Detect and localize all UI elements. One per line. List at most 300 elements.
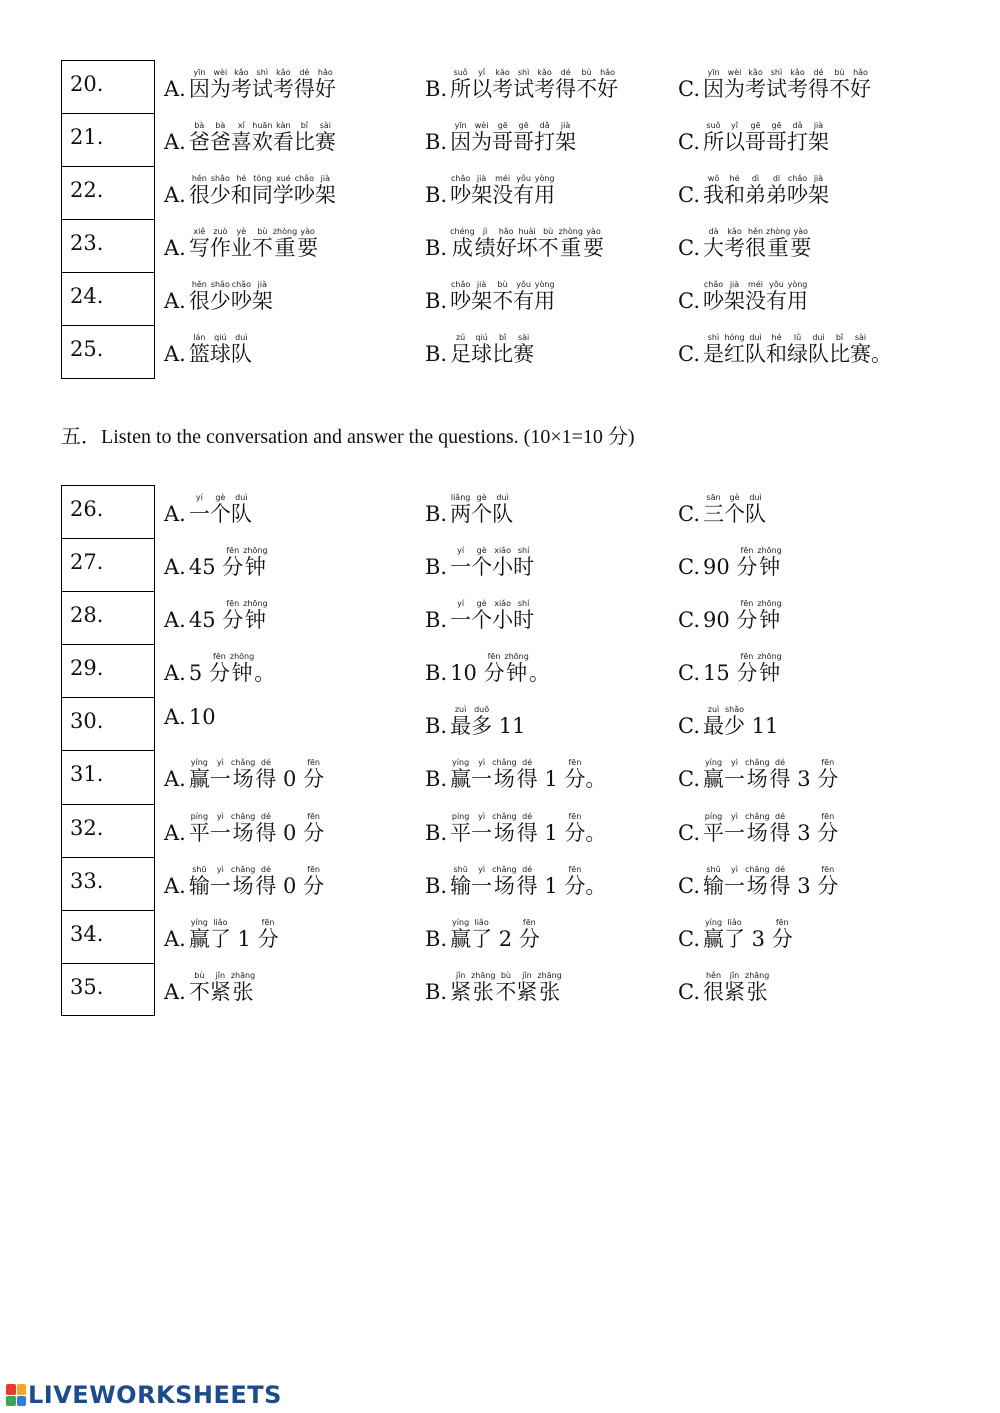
hanzi-char: 了liǎo	[471, 917, 493, 951]
hanzi-char: 用yòng	[534, 174, 556, 208]
option-text	[703, 68, 871, 101]
option-text	[703, 174, 829, 207]
question-row	[61, 325, 961, 378]
pinyin: bǐ	[829, 333, 850, 343]
hanzi-char: 11	[492, 714, 526, 739]
hanzi-char: 弟dì	[745, 174, 766, 208]
pinyin: yí	[450, 599, 472, 609]
option-text	[189, 174, 336, 207]
hanzi-char: 场chǎng	[492, 758, 517, 792]
hanzi-char: 好hǎo	[597, 68, 619, 101]
hanzi-char: 。	[585, 873, 607, 898]
option-letter: B.	[425, 926, 448, 951]
pinyin: bù	[495, 970, 517, 980]
pinyin: shì	[251, 68, 273, 77]
hanzi-char: 一yì	[724, 811, 745, 845]
pinyin: zhāng	[230, 970, 256, 980]
hanzi-char: 张zhāng	[745, 970, 770, 1004]
question-number-box[interactable]: 22.	[61, 166, 155, 219]
hanzi-char: 重zhòng	[558, 227, 583, 261]
question-number-box[interactable]: 23.	[61, 219, 155, 272]
pinyin: fēn	[564, 811, 586, 821]
hanzi-char: 一yì	[724, 758, 745, 792]
pinyin: yíng	[450, 917, 472, 927]
pinyin: yì	[209, 864, 231, 874]
logo-text: LIVEWORKSHEETS	[28, 1381, 282, 1409]
hanzi-char: 重zhòng	[272, 227, 298, 261]
pinyin: yào	[297, 227, 319, 237]
question-number-box[interactable]: 34.	[61, 910, 155, 963]
hanzi-char: 45	[188, 555, 223, 580]
pinyin: chǎo	[703, 280, 724, 290]
option-text	[703, 705, 778, 738]
hanzi-char: 哥gē	[766, 121, 787, 155]
option-b	[425, 121, 576, 154]
question-row	[61, 750, 961, 803]
pinyin: xiǎo	[492, 599, 514, 609]
option-letter: B.	[425, 236, 448, 261]
hanzi-char: 个gè	[209, 493, 231, 526]
pinyin: huān	[251, 121, 273, 131]
pinyin: yíng	[703, 758, 724, 768]
option-letter: A.	[164, 183, 186, 208]
pinyin: sài	[850, 333, 871, 343]
hanzi-char: 小xiǎo	[492, 599, 514, 633]
hanzi-char: 有yǒu	[766, 280, 787, 314]
hanzi-char: 得dé	[808, 68, 829, 101]
hanzi-char: 1	[537, 873, 565, 898]
section-heading: 五．Listen to the conversation and answer the questions. (10×1=10 分)	[61, 426, 635, 448]
hanzi-char: 。	[871, 342, 892, 367]
hanzi-char: 分fēn	[257, 917, 279, 951]
pinyin: dé	[769, 811, 791, 821]
option-letter: A.	[164, 130, 186, 155]
hanzi-char: 一yí	[450, 546, 472, 580]
option-text	[450, 546, 534, 579]
hanzi-char: 3	[745, 926, 772, 951]
pinyin: dé	[769, 864, 791, 874]
pinyin: duì	[492, 493, 514, 502]
option-letter: A.	[164, 608, 186, 633]
option-letter: C.	[678, 873, 700, 898]
option-letter: C.	[678, 77, 700, 101]
option-a	[164, 68, 336, 101]
pinyin: fēn	[771, 917, 793, 927]
hanzi-char: 学xué	[272, 174, 294, 208]
pinyin: tóng	[251, 174, 273, 184]
hanzi-char: 很hěn	[188, 174, 210, 208]
hanzi-char: 架jià	[555, 121, 577, 155]
pinyin: dé	[555, 68, 577, 77]
pinyin: kàn	[272, 121, 294, 131]
question-number-box[interactable]: 20.	[61, 60, 155, 113]
pinyin: chǎng	[492, 811, 517, 821]
pinyin: duō	[471, 705, 493, 715]
hanzi-char: 少shǎo	[209, 280, 231, 314]
hanzi-char: 很hěn	[188, 280, 210, 314]
hanzi-char: 2	[492, 926, 519, 951]
hanzi-char: 钟zhōng	[757, 652, 782, 686]
hanzi-char: 绩jì	[474, 227, 496, 261]
option-text	[703, 227, 811, 260]
option-a	[164, 227, 318, 260]
hanzi-char: 一yì	[724, 864, 745, 898]
question-table-2	[61, 485, 961, 1016]
hanzi-char: 重zhòng	[766, 227, 791, 261]
pinyin: xǐ	[230, 121, 252, 131]
pinyin: gē	[766, 121, 787, 131]
pinyin: yíng	[188, 917, 210, 927]
question-row	[61, 485, 961, 538]
pinyin: yí	[188, 493, 210, 502]
option-text	[189, 758, 324, 791]
hanzi-char: 分fēn	[303, 864, 325, 898]
hanzi-char: 一yí	[188, 493, 210, 526]
pinyin: yào	[582, 227, 604, 237]
option-text	[189, 68, 336, 101]
question-row	[61, 591, 961, 644]
pinyin: hǎo	[597, 68, 619, 77]
option-letter: B.	[425, 289, 448, 314]
hanzi-char: 不bù	[537, 227, 559, 261]
hanzi-char: 架jià	[808, 174, 829, 208]
question-row	[61, 857, 961, 910]
question-number-box[interactable]: 32.	[61, 804, 155, 857]
pinyin: kǎo	[492, 68, 514, 77]
option-b	[425, 812, 606, 845]
pinyin: fēn	[222, 546, 244, 556]
hanzi-char: 比bǐ	[293, 121, 315, 155]
pinyin: zhāng	[471, 970, 496, 980]
hanzi-char: 0	[276, 873, 304, 898]
option-text	[450, 865, 606, 898]
pinyin: bà	[188, 121, 210, 131]
option-letter: B.	[425, 820, 448, 845]
hanzi-char: 考kǎo	[492, 68, 514, 101]
pinyin: hé	[230, 174, 252, 184]
liveworksheets-logo[interactable]	[6, 1382, 282, 1408]
hanzi-char: 不bù	[576, 68, 598, 101]
option-b	[425, 68, 618, 101]
hanzi-char: 分fēn	[222, 599, 244, 633]
option-a	[164, 705, 216, 729]
option-text	[189, 865, 324, 898]
hanzi-char: 个gè	[471, 599, 493, 633]
pinyin: kǎo	[272, 68, 294, 77]
pinyin: dé	[255, 811, 277, 821]
option-c	[678, 705, 778, 738]
hanzi-char: 分fēn	[817, 864, 839, 898]
option-c	[678, 333, 892, 366]
question-number-box[interactable]: 25.	[61, 325, 155, 378]
pinyin: méi	[492, 174, 514, 184]
question-row	[61, 538, 961, 591]
option-text	[450, 227, 604, 260]
pinyin: wèi	[209, 68, 231, 77]
question-number-box[interactable]: 35.	[61, 963, 155, 1016]
pinyin: jià	[471, 280, 493, 290]
question-row	[61, 166, 961, 219]
pinyin: dé	[769, 758, 791, 768]
hanzi-char: 篮lán	[188, 333, 210, 367]
question-number-box[interactable]: 27.	[61, 538, 155, 591]
option-letter: B.	[425, 342, 448, 367]
hanzi-char: 所suǒ	[703, 121, 724, 155]
option-letter: A.	[164, 342, 186, 367]
pinyin: yì	[209, 758, 231, 768]
hanzi-char: 场chǎng	[230, 811, 256, 845]
hanzi-char: 赛sài	[314, 121, 336, 155]
hanzi-char: 平píng	[188, 811, 210, 845]
pinyin: jià	[314, 174, 336, 184]
pinyin: bù	[188, 970, 210, 980]
pinyin: hěn	[188, 174, 210, 184]
hanzi-char: 分fēn	[736, 652, 758, 686]
option-text	[189, 652, 275, 685]
hanzi-char: 多duō	[471, 705, 493, 739]
question-number-box[interactable]: 30.	[61, 697, 155, 750]
pinyin: chǎo	[450, 174, 472, 184]
hanzi-char: 张zhāng	[537, 970, 562, 1004]
pinyin: hěn	[703, 970, 724, 980]
pinyin: kǎo	[230, 68, 252, 77]
hanzi-char: 用yòng	[534, 280, 556, 314]
hanzi-char: 红hóng	[724, 333, 745, 367]
pinyin: shū	[703, 864, 724, 874]
hanzi-char: 钟zhōng	[504, 652, 529, 686]
question-number-box[interactable]: 31.	[61, 750, 155, 803]
pinyin: zuì	[703, 705, 724, 715]
option-b	[425, 546, 534, 579]
pinyin: yòng	[534, 174, 556, 184]
option-letter: B.	[425, 183, 448, 208]
option-b	[425, 280, 555, 313]
option-text	[450, 758, 606, 791]
option-letter: C.	[678, 820, 700, 845]
hanzi-char: 场chǎng	[230, 758, 256, 792]
pinyin: sài	[314, 121, 336, 131]
question-row	[61, 697, 961, 750]
pinyin: lán	[188, 333, 210, 343]
pinyin: kǎo	[787, 68, 808, 77]
hanzi-char: 5	[188, 661, 209, 686]
hanzi-char: 哥gē	[492, 121, 514, 155]
option-text	[450, 705, 525, 738]
option-b	[425, 865, 606, 898]
option-text	[189, 121, 336, 154]
option-text	[703, 280, 808, 313]
pinyin: hěn	[745, 227, 766, 237]
question-number-box[interactable]: 21.	[61, 113, 155, 166]
option-text	[450, 68, 618, 101]
pinyin: zhāng	[745, 970, 770, 980]
option-text	[189, 546, 268, 579]
option-letter: C.	[678, 502, 700, 526]
pinyin: fēn	[222, 599, 244, 609]
pinyin: shǎo	[209, 280, 231, 290]
hanzi-char: 分fēn	[564, 758, 586, 792]
pinyin: jǐn	[209, 970, 231, 980]
pinyin: dé	[516, 811, 538, 821]
hanzi-char: 钟zhōng	[757, 546, 782, 580]
hanzi-char: 队duì	[808, 333, 829, 367]
hanzi-char: 吵chǎo	[450, 280, 472, 314]
option-letter: C.	[678, 555, 700, 580]
hanzi-char: 队duì	[745, 333, 766, 367]
hanzi-char: 试shì	[766, 68, 787, 101]
hanzi-char: 得dé	[769, 758, 791, 792]
hanzi-char: 考kǎo	[272, 68, 294, 101]
pinyin: liǎng	[450, 493, 472, 502]
hanzi-char: 时shí	[513, 546, 535, 580]
option-letter: A.	[164, 705, 186, 730]
question-number-box[interactable]: 26.	[61, 485, 155, 538]
pinyin: jǐn	[516, 970, 538, 980]
pinyin: fēn	[303, 864, 325, 874]
option-letter: A.	[164, 873, 186, 898]
pinyin: dé	[293, 68, 315, 77]
pinyin: duì	[808, 333, 829, 343]
option-text	[450, 971, 562, 1004]
pinyin: gē	[492, 121, 514, 131]
pinyin: wèi	[724, 68, 745, 77]
option-text	[703, 333, 892, 366]
pinyin: fēn	[303, 758, 325, 768]
pinyin: dǎ	[787, 121, 808, 131]
hanzi-char: 钟zhōng	[243, 599, 268, 633]
pinyin: píng	[450, 811, 472, 821]
pinyin: gē	[513, 121, 535, 131]
hanzi-char: 队duì	[492, 493, 514, 526]
hanzi-char: 11	[745, 714, 779, 739]
hanzi-char: 分fēn	[736, 599, 758, 633]
hanzi-char: 分fēn	[483, 652, 505, 686]
hanzi-char: 张zhāng	[230, 970, 256, 1004]
pinyin: zhòng	[558, 227, 583, 237]
hanzi-char: 小xiǎo	[492, 546, 514, 580]
pinyin: gè	[471, 493, 493, 502]
pinyin: sān	[703, 493, 724, 502]
pinyin: zhōng	[757, 546, 782, 556]
pinyin: yòng	[534, 280, 556, 290]
pinyin: bù	[492, 280, 514, 290]
pinyin: shǎo	[209, 174, 231, 184]
question-number-box[interactable]: 33.	[61, 857, 155, 910]
pinyin: fēn	[736, 599, 758, 609]
pinyin: chéng	[450, 227, 475, 237]
pinyin: fēn	[257, 917, 279, 927]
pinyin: zuì	[450, 705, 472, 715]
pinyin: hǎo	[314, 68, 336, 77]
hanzi-char: 平píng	[450, 811, 472, 845]
hanzi-char: 分fēn	[564, 811, 586, 845]
option-text	[189, 280, 273, 313]
hanzi-char: 吵chǎo	[450, 174, 472, 208]
hanzi-char: 为wèi	[209, 68, 231, 101]
hanzi-char: 成chéng	[450, 227, 475, 261]
hanzi-char: 架jià	[471, 280, 493, 314]
hanzi-char: 球qiú	[471, 333, 493, 367]
hanzi-char: 一yì	[209, 811, 231, 845]
hanzi-char: 分fēn	[208, 652, 230, 686]
pinyin: fēn	[303, 811, 325, 821]
hanzi-char: 场chǎng	[745, 758, 770, 792]
hanzi-char: 得dé	[516, 864, 538, 898]
hanzi-char: 90	[703, 555, 737, 580]
option-letter: A.	[164, 661, 186, 686]
hanzi-char: 紧jǐn	[209, 970, 231, 1004]
option-text	[703, 121, 829, 154]
option-text	[703, 652, 782, 685]
pinyin: yǐ	[724, 121, 745, 131]
pinyin: kǎo	[745, 68, 766, 77]
hanzi-char: 队duì	[745, 493, 766, 526]
hanzi-char: 为wèi	[724, 68, 745, 101]
option-a	[164, 971, 255, 1004]
option-text	[189, 333, 252, 366]
pinyin: suǒ	[703, 121, 724, 131]
pinyin: fēn	[817, 758, 839, 768]
option-c	[678, 68, 871, 101]
hanzi-char: 哥gē	[513, 121, 535, 155]
hanzi-char: 不bù	[829, 68, 850, 101]
option-letter: A.	[164, 77, 186, 101]
pinyin: duì	[745, 333, 766, 343]
option-a	[164, 812, 324, 845]
hanzi-char: 45	[188, 608, 223, 633]
pinyin: liǎo	[471, 917, 493, 927]
pinyin: chǎng	[230, 758, 256, 768]
pinyin: dé	[516, 758, 538, 768]
liveworksheets-logo-icon	[6, 1384, 26, 1406]
hanzi-char: 没méi	[745, 280, 766, 314]
hanzi-char: 最zuì	[703, 705, 724, 739]
pinyin: jià	[724, 280, 745, 290]
pinyin: chǎng	[745, 864, 770, 874]
hanzi-char: 90	[703, 608, 737, 633]
hanzi-char: 。	[585, 820, 607, 845]
option-a	[164, 121, 336, 154]
hanzi-char: 得dé	[255, 864, 277, 898]
hanzi-char: 平píng	[703, 811, 724, 845]
hanzi-char: 两liǎng	[450, 493, 472, 526]
hanzi-char: 一yì	[471, 758, 493, 792]
option-c	[678, 599, 782, 632]
hanzi-char: 不bù	[188, 970, 210, 1004]
option-a	[164, 599, 268, 632]
pinyin: dì	[745, 174, 766, 184]
question-number-box[interactable]: 29.	[61, 644, 155, 697]
option-letter: A.	[164, 767, 186, 792]
option-text	[189, 918, 279, 951]
hanzi-char: 爸bà	[209, 121, 231, 155]
pinyin: shí	[513, 546, 535, 556]
pinyin: fēn	[518, 917, 540, 927]
option-text	[703, 918, 793, 951]
hanzi-char: 考kǎo	[745, 68, 766, 101]
question-number-box[interactable]: 28.	[61, 591, 155, 644]
pinyin: xiě	[188, 227, 210, 237]
hanzi-char: 不bù	[495, 970, 517, 1004]
pinyin: jià	[808, 174, 829, 184]
pinyin: chǎo	[230, 280, 252, 290]
question-number-box[interactable]: 24.	[61, 272, 155, 325]
hanzi-char: 赛sài	[513, 333, 535, 367]
hanzi-char: 输shū	[703, 864, 724, 898]
option-a	[164, 546, 268, 579]
hanzi-char: 场chǎng	[230, 864, 256, 898]
hanzi-char: 场chǎng	[492, 811, 517, 845]
